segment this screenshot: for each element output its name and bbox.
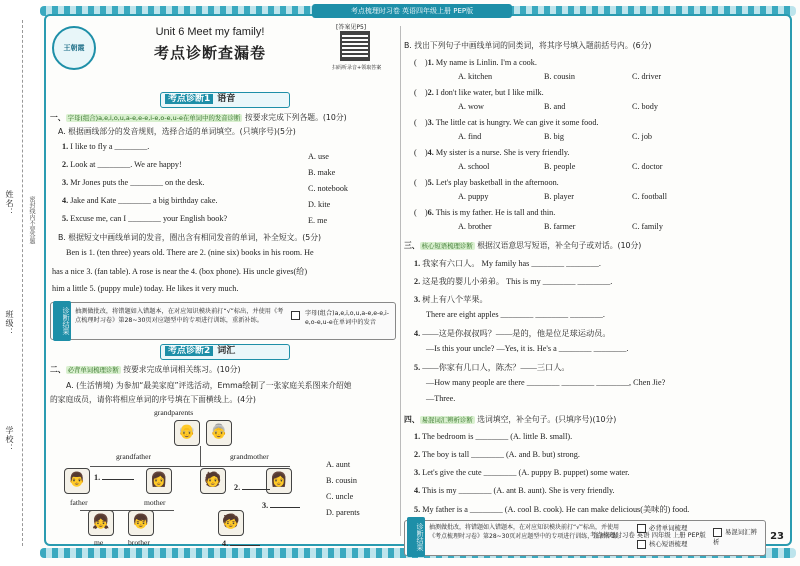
answer-ref: [答案见P5]	[336, 24, 367, 31]
blank-1[interactable]: 1.	[94, 472, 134, 482]
option-a: A. use	[308, 152, 329, 161]
tree-label: mother	[144, 498, 166, 507]
q3-item: There are eight apples ________ ________ ________.	[426, 310, 605, 319]
worksheet-page: 姓名： 班级： 学校： 密封线内不要答题 考点梳理时习卷 英语四年级上册 PEP版 王朝霞 Unit 6 Meet my family! 考点诊断查漏卷 [答案见P5] 扫码听录音+领取答案 考点诊断1 语音 一、 字母(组合)a,e,i,o,u,a-e,e-e,i-e,o-e,u-e在单词中的发音诊断 按要求完成下列各题。(10分) A. 根据画线部分的发音规则，选择合适的单词填空。(只填序号)(5分) 1. I like to fly a ________. 2. Look at ________. We are happy! 3. Mr Jones puts the ________ on the desk. 4. Jake and Kate ________ a big birthday cake. 5. Excuse me, can I ________ your English book? A. use B. make C. notebook D. kite E. me B. 根据短文中画线单词的发音，圈出含有相同发音的单词，补全短文。(5分) Ben is 1. (ten three) years old. There are 2. (nine six) books in his room. He has a nice 3. (fan table). A rose is near the 4. (box phone). His uncle gives(给) him a little 5. (puppy mule) today. He likes it very much. 诊断结果 抽测做批改，将错题如入错题本，在对应知识模块前打“√”标出，并使用《考点梳理时习卷》第28~30页对应题型中的专项进行训练，重新补练。 字母(组合)a,e,i,o,u,a-e,e-e,i-e,o-e,u-e在单词中的发音 考点诊断2 词汇 二、 必背单词梳理诊断 按要求完成单词相关练习。(10分) A. (生活情境) 为参加“最美家庭”评选活动，Emma绘制了一张家庭关系图来介绍她 的家庭成员，请你将相应单词的序号填在下面横线上。(4分) 👴 👵 grandparents grandfather grandmother 👨 👩 🧑 👩 1. 2. 3. father mother 👧 👦 🧒 me brother 4. A. aunt B. cousin C. uncle D. parents B. 找出下列句子中画线单词的同类词，将其序号填入题前括号内。(6分) ( )1. My name is Linlin. I'm a cook. A. kitchen B. cousin C. driver ( )2. I don't like water, but I like milk. A. wow B. and C. body ( )3. The little cat is hungry. We can give it some food. A. find B. big C. job ( )4. My sister is a nurse. She is very friendly. A. school B. people C. doctor ( )5. Let's play basketball in the afternoon. A. puppy B. player C. football ( )6. This is my father. He is tall and thin. A. brother B. farmer C. family 三、 核心短语梳理诊断 根据汉语意思写短语，补全句子或对话。(10分) 1. 我家有六口人。 My family has ________ ________. 2. 这是我的婴儿小弟弟。 This is my ________ ________. 3. 树上有八个苹果。 There are eight apples ________ ________ ________. 4. ——这是你叔叔吗？——是的，他是位足球运动员。 —Is this your uncle? —Yes, it is. He's a ________ ________. 5. ——你家有几口人，陈杰？——三口人。 —How many people are there ________ ________ ________, Chen Jie? —Three. 四、 易混词汇辨析诊断 选词填空，补全句子。(只填序号)(10分) 1. The bedroom is ________ (A. little B. small). 2. The boy is tall ________ (A. and B. but) strong. 3. Let's give the cute ________ (A. puppy B. puppet) some water. 4. This is my ________ (A. ant B. aunt). She is very friendly. 5. My father is a ________ (A. cool B. cook). He can make delicious(美味的) food. 诊断结果 抽测做批改，将错题如入错题本，在对应知识模块前打“√”标出，并使用《考点梳理时习卷》第28~30页对应题型中的专项进行训练，重新补练。 必背单词梳理 核心短语梳理 易混词汇辨析 考点梳理时习卷 英语 四年级 上册 PEP版 23	[0, 0, 800, 566]
me-portrait: 👧	[88, 510, 114, 536]
q1a-item: 1. I like to fly a ________.	[62, 142, 150, 151]
option-c: C. uncle	[326, 492, 354, 501]
q3-item: 3. 树上有八个苹果。	[414, 295, 488, 304]
q1b-passage-line: has a nice 3. (fan table). A rose is near the 4. (box phone). His uncle gives(给)	[52, 267, 308, 276]
q3-item: 2. 这是我的婴儿小弟弟。 This is my ________ ________.	[414, 277, 613, 286]
family-member-portrait: 🧒	[218, 510, 244, 536]
father-portrait: 👨	[64, 468, 90, 494]
unit-title: Unit 6 Meet my family!	[155, 26, 265, 38]
q1a-item: 3. Mr Jones puts the ________ on the desk.	[62, 178, 205, 187]
q3-item: —Three.	[426, 394, 456, 403]
diagnosis-box-2	[404, 520, 766, 556]
option-d: D. kite	[308, 200, 331, 209]
tree-label: me	[94, 538, 104, 547]
q4-item: 1. The bedroom is ________ (A. little B. small).	[414, 432, 573, 441]
q1a-item: 4. Jake and Kate ________ a big birthday cake.	[62, 196, 218, 205]
diagnosis-label: 诊断结果	[407, 517, 425, 557]
page-title: 考点诊断查漏卷	[153, 44, 266, 62]
family-member-portrait: 🧑	[200, 468, 226, 494]
question-2-heading: 二、 必背单词梳理诊断 按要求完成单词相关练习。(10分)	[50, 365, 241, 374]
q1a-item: 5. Excuse me, can I ________ your English book?	[62, 214, 228, 223]
question-tag: 易混词汇辨析诊断	[421, 416, 473, 424]
grandparent-portrait: 👴	[174, 420, 200, 446]
blank-3[interactable]: 3.	[262, 500, 300, 510]
q2a-instruction: A. (生活情境) 为参加“最美家庭”评选活动，Emma绘制了一张家庭关系图来介绍她	[66, 381, 352, 390]
diagnosis-text: 抽测做批改，将错题如入错题本，在对应知识模块前打“√”标出，并使用《考点梳理时习卷》第28~30页对应题型中的专项进行训练，重新补练。	[429, 524, 624, 540]
mother-portrait: 👩	[146, 468, 172, 494]
family-tree	[50, 406, 320, 556]
school-label: 学校：	[5, 426, 14, 453]
class-label: 班级：	[5, 310, 14, 337]
blank-2[interactable]: 2.	[234, 482, 270, 492]
diagnosis-checkbox-item[interactable]: 必背单词梳理	[637, 523, 687, 533]
q4-item: 5. My father is a ________ (A. cool B. cook). He can make delicious(美味的) food.	[414, 505, 690, 514]
diagnosis-checkbox-item[interactable]: 易混词汇辨析	[713, 528, 757, 546]
top-banner: 考点梳理时习卷 英语四年级上册 PEP版	[312, 4, 512, 18]
q1b-passage-line: Ben is 1. (ten three) years old. There are 2. (nine six) books in his room. He	[66, 248, 314, 257]
blank-4[interactable]: 4.	[222, 538, 260, 548]
q3-item: 1. 我家有六口人。 My family has ________ ________.	[414, 259, 601, 268]
q2a-instruction: 的家庭成员，请你将相应单词的序号填在下面横线上。(4分)	[50, 395, 256, 404]
binding-margin	[0, 0, 40, 566]
question-4-heading: 四、 易混词汇辨析诊断 选词填空，补全句子。(只填序号)(10分)	[404, 415, 617, 424]
seal-note: 密封线内不要答题	[28, 196, 34, 244]
section-head-1	[160, 92, 290, 108]
section-tag: 考点诊断1	[165, 94, 213, 104]
q3-item: —How many people are there ________ ________ ________, Chen Jie?	[426, 378, 666, 387]
brand-logo: 王朝霞	[52, 26, 96, 70]
section-title: 词汇	[217, 346, 236, 356]
brother-portrait: 👦	[128, 510, 154, 536]
q3-item: 5. ——你家有几口人，陈杰？——三口人。	[414, 363, 570, 372]
diagnosis-text: 抽测做批改，将错题如入错题本，在对应知识模块前打“√”标出，并使用《考点梳理时习卷》第28~30页对应题型中的专项进行训练，重新补练。	[75, 308, 284, 324]
footer-text: 考点梳理时习卷 英语 四年级 上册 PEP版	[590, 531, 706, 539]
tree-label: brother	[128, 538, 150, 547]
seal-line	[22, 20, 23, 546]
qr-code-icon[interactable]	[340, 31, 370, 61]
checkbox[interactable]	[291, 311, 300, 320]
q2b-instruction: B. 找出下列句子中画线单词的同类词，将其序号填入题前括号内。(6分)	[404, 41, 652, 50]
section-tag: 考点诊断2	[165, 346, 213, 356]
question-tag: 核心短语梳理诊断	[421, 242, 473, 250]
section-head-2	[160, 344, 290, 360]
qr-caption: 扫码听录音+领取答案	[332, 65, 382, 71]
q1a-instruction: A. 根据画线部分的发音规则，选择合适的单词填空。(只填序号)(5分)	[58, 127, 296, 136]
diagnosis-checkbox-item[interactable]: 字母(组合)a,e,i,o,u,a-e,e-e,i-e,o-e,u-e在单词中的发音	[291, 309, 393, 327]
q4-item: 4. This is my ________ (A. ant B. aunt). She is very friendly.	[414, 486, 615, 495]
diagnosis-checkbox-item[interactable]: 核心短语梳理	[637, 539, 687, 549]
q3-item: —Is this your uncle? —Yes, it is. He's a ________ ________.	[426, 344, 629, 353]
tree-label: grandfather	[116, 452, 151, 461]
grandparent-portrait: 👵	[206, 420, 232, 446]
tree-label: grandmother	[230, 452, 269, 461]
name-label: 姓名：	[5, 190, 14, 217]
option-c: C. notebook	[308, 184, 349, 193]
checkbox[interactable]	[713, 528, 722, 537]
checkbox[interactable]	[637, 540, 646, 549]
q4-item: 3. Let's give the cute ________ (A. puppy B. puppet) some water.	[414, 468, 630, 477]
tree-label: grandparents	[154, 408, 194, 417]
diagnosis-box-1	[50, 302, 396, 340]
q1b-instruction: B. 根据短文中画线单词的发音，圈出含有相同发音的单词，补全短文。(5分)	[58, 233, 322, 242]
column-divider	[400, 26, 401, 536]
section-title: 语音	[217, 94, 236, 104]
family-member-portrait: 👩	[266, 468, 292, 494]
question-1-heading: 一、 字母(组合)a,e,i,o,u,a-e,e-e,i-e,o-e,u-e在单词中的发音诊断 按要求完成下列各题。(10分)	[50, 113, 347, 122]
q3-item: 4. ——这是你叔叔吗？——是的，他是位足球运动员。	[414, 329, 611, 338]
option-b: B. cousin	[326, 476, 357, 485]
diagnosis-label: 诊断结果	[53, 301, 71, 341]
question-tag: 必背单词梳理诊断	[67, 366, 119, 374]
q4-item: 2. The boy is tall ________ (A. and B. but) strong.	[414, 450, 580, 459]
question-tag: 字母(组合)a,e,i,o,u,a-e,e-e,i-e,o-e,u-e在单词中的发音诊断	[67, 114, 241, 122]
q1b-passage-line: him a little 5. (puppy mule) today. He likes it very much.	[52, 284, 239, 293]
q1a-item: 2. Look at ________. We are happy!	[62, 160, 182, 169]
option-a: A. aunt	[326, 460, 351, 469]
question-3-heading: 三、 核心短语梳理诊断 根据汉语意思写短语，补全句子或对话。(10分)	[404, 241, 642, 250]
option-e: E. me	[308, 216, 328, 225]
page-number: 23	[770, 531, 784, 542]
option-d: D. parents	[326, 508, 360, 517]
option-b: B. make	[308, 168, 336, 177]
tree-label: father	[70, 498, 88, 507]
